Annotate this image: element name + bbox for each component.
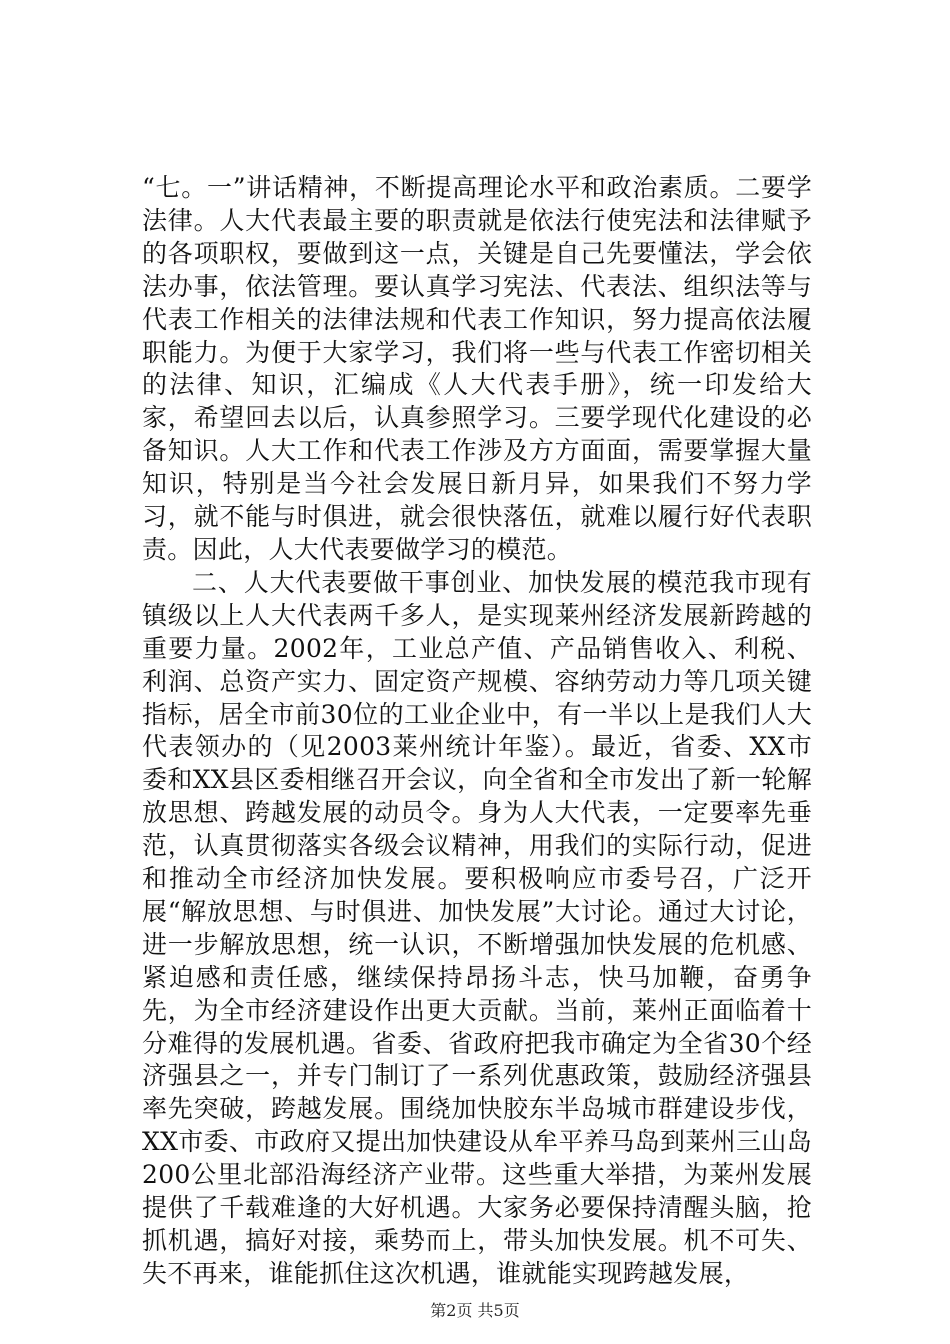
page-footer: 第2页 共5页 <box>430 1301 520 1320</box>
paragraph-1: “七。一”讲话精神，不断提高理论水平和政治素质。二要学法律。人大代表最主要的职责就是依法行使宪法和法律赋予的各项职权，要做到这一点，关键是自己先要懂法，学会依法办事，依法管理。要认真学习宪法、代表法、组织法等与代表工作相关的法律法规和代表工作知识，努力提高依法履职能力。为便于大家学习，我们将一些与代表工作密切相关的法律、知识，汇编成《人大代表手册》，统一印发给大家，希望回去以后，认真参照学习。三要学现代化建设的必备知识。人大工作和代表工作涉及方方面面，需要掌握大量知识，特别是当今社会发展日新月异，如果我们不努力学习，就不能与时俱进，就会很快落伍，就难以履行好代表职责。因此，人大代表要做学习的模范。 <box>142 173 812 564</box>
paragraph-2: 二、人大代表要做干事创业、加快发展的模范我市现有镇级以上人大代表两千多人，是实现莱州经济发展新跨越的重要力量。2002年，工业总产值、产品销售收入、利税、利润、总资产实力、固定资产规模、容纳劳动力等几项关键指标，居全市前30位的工业企业中，有一半以上是我们人大代表领办的（见2003莱州统计年鉴）。最近，省委、XX市委和XX县区委相继召开会议，向全省和全市发出了新一轮解放思想、跨越发展的动员令。身为人大代表，一定要率先垂范，认真贯彻落实各级会议精神，用我们的实际行动，促进和推动全市经济加快发展。要积极响应市委号召，广泛开展“解放思想、与时俱进、加快发展”大讨论。通过大讨论，进一步解放思想，统一认识，不断增强加快发展的危机感、紧迫感和责任感，继续保持昂扬斗志，快马加鞭，奋勇争先，为全市经济建设作出更大贡献。当前，莱州正面临着十分难得的发展机遇。省委、省政府把我市确定为全省30个经济强县之一，并专门制订了一系列优惠政策，鼓励经济强县率先突破，跨越发展。围绕加快胶东半岛城市群建设步伐，XX市委、市政府又提出加快建设从牟平养马岛到莱州三山岛200公里北部沿海经济产业带。这些重大举措，为莱州发展提供了千载难逢的大好机遇。大家务必要保持清醒头脑，抢抓机遇，搞好对接，乘势而上，带头加快发展。机不可失、失不再来，谁能抓住这次机遇，谁就能实现跨越发展， <box>142 567 812 1288</box>
document-body <box>142 172 812 1291</box>
